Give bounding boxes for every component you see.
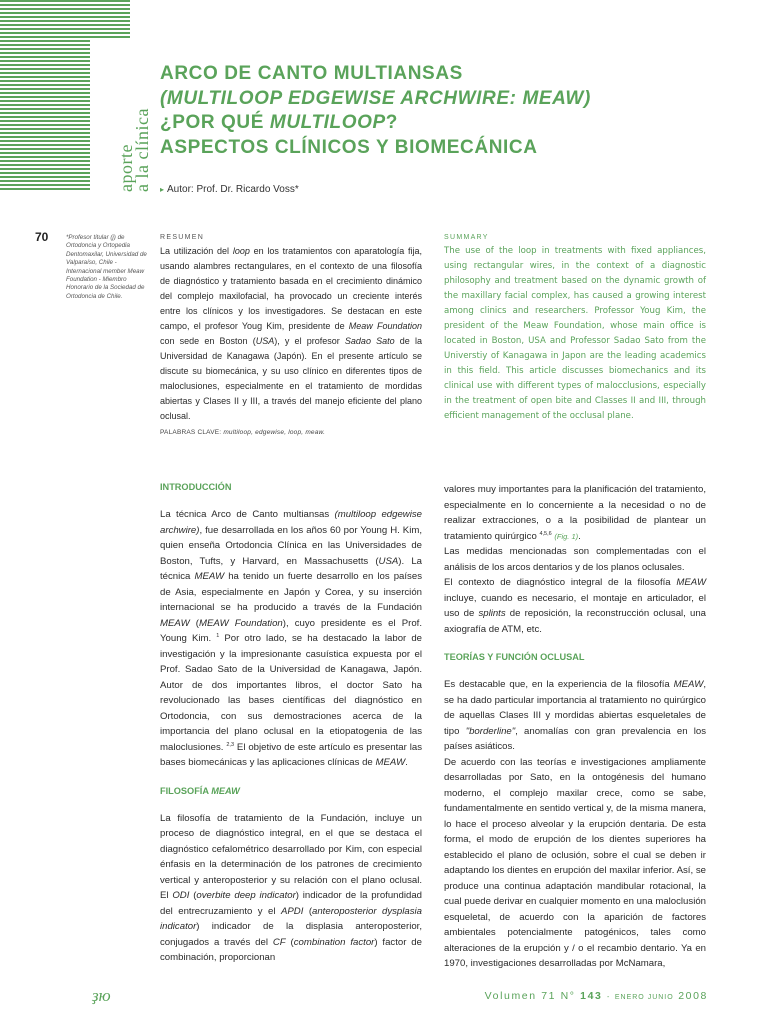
title-line-3-suffix: ? (385, 112, 399, 133)
title-line-3 (160, 111, 720, 136)
heading-filosofia (160, 786, 422, 796)
section-tab (90, 40, 152, 192)
footer-volume: Volumen 71 N° (484, 990, 576, 1002)
footer-issue (485, 990, 708, 1002)
summary-block (444, 234, 706, 424)
section-tab-line1: aporte (116, 144, 136, 192)
footer-year: 2008 (678, 990, 708, 1002)
author-affiliation: *Profesor titular (j) de Ortodoncia y Ortopedia Dentomaxilar, Universidad de Valparaíso, Chile - Internacional member Meaw Foundation - Miembro Honorario de la Sociedad de Ortodoncia de Chile. (66, 234, 147, 300)
continuation-paragraph: valores muy importantes para la planificación del tratamiento, especialmente en lo concerniente a la necesidad o no de realizar extracciones, o a la posibilidad de plantear un tratamiento quirúrgico $^{4,5,6}$ (Fig. 1). (444, 484, 706, 542)
footer-period: ENERO JUNIO (614, 994, 674, 1001)
title-line-2: (MULTILOOP EDGEWISE ARCHWIRE: MEAW) (160, 87, 591, 109)
heading-filosofia-italic: MEAW (211, 785, 240, 796)
heading-filosofia-prefix: FILOSOFÍA (160, 785, 212, 796)
author-name: Autor: Prof. Dr. Ricardo Voss* (167, 184, 299, 195)
title-line-4: ASPECTOS CLÍNICOS Y BIOMECÁNICA (160, 136, 538, 158)
journal-logo: ҙю (92, 986, 111, 1005)
heading-teorias: TEORÍAS Y FUNCIÓN OCLUSAL (444, 652, 585, 662)
teorias-paragraph-1: Es destacable que, en la experiencia de la filosofía MEAW, se ha dado particular importancia al tratamiento no quirúrgico de aquellas Clases III y mordidas abiertas esqueletales de tipo "borderline", anomalías con gran prevalencia en los países asiáticos. (444, 679, 707, 752)
resumen-label: RESUMEN (160, 234, 205, 241)
section-tab-text (118, 108, 150, 192)
arrow-icon: ▸ (160, 185, 165, 194)
author-line (160, 184, 299, 195)
resumen-block (160, 234, 422, 436)
resumen-text: La utilización del loop en los tratamientos con aparatología fija, usando alambres rectangulares, en el contexto de una filosofía de diagnóstico y tratamiento basada en el crecimiento dinámico del complejo maxilofacial, ha provocado un creciente interés entre los clínicos y los investigadores. Se destacan en este campo, el profesor Youg Kim, presidente de Meaw Foundation con sede en Boston (USA), y el profesor Sadao Sato de la Universidad de Kanagawa (Japón). En el presente artículo se discute su biomecánica, y su uso clínico en diferentes tipos de maloclusiones, especialmente en el tratamiento de mordidas abiertas y Clases II y III, a través del manejo eficiente del plano oclusal. (160, 246, 423, 421)
intro-paragraph: La técnica Arco de Canto multiansas (multiloop edgewise archwire), fue desarrollada en los años 60 por Young H. Kim, quien enseña Ortodoncia Clínica en las Universidades de Boston, Tufts, y Harvard, en Massachusetts (USA). La técnica MEAW ha tenido un fuerte desarrollo en los países de Asia, especialmente en Japón y Corea, y su inserción internacional se ha producido a través de la Fundación MEAW (MEAW Foundation), cuyo presidente es el Prof. Young Kim. $^1$ Por otro lado, se ha destacado la labor de investigación y la impresionante casuística expuesta por el Prof. Sadao Sato de la Universidad de Kanagawa, Japón. Autor de dos importantes libros, el doctor Sato ha revolucionado las bases científicas del diagnóstico en Ortodoncia, con sus demostraciones acerca de la importancia del plano oclusal en la etiopatogenia de las maloclusiones. $^{2,3}$ El objetivo de este artículo es presentar las bases biomecánicas y las aplicaciones clínicas de MEAW. (160, 509, 422, 768)
body-column-left (160, 482, 422, 966)
heading-introduccion: INTRODUCCIÓN (160, 482, 232, 492)
title-line-3-italic: MULTILOOP (269, 112, 386, 133)
teorias-paragraph-2: De acuerdo con las teorías e investigaciones ampliamente desarrolladas por Sato, en la ontogénesis del humano moderno, el complejo maxilar crece, como se sabe, fundamentalmente en sentido vertical y, de la misma manera, lo hace el proceso alveolar y la erupción dentaria. De esta forma, el modo de erupción de los dientes superiores ha establecido el plano de oclusión, sobre el cual se deben ir adaptando los dientes en erupción del maxilar inferior. Así, se produce una continua adaptación mandibular rotacional, la cual puede derivar en cualquier momento en una maloclusión esqueletal, de acuerdo con la aparición de factores ambientales potencialmente patogénicos, tales como alteraciones de la erupción y / o el recambio dentario. Ya en 1970, investigaciones desarrolladas por McNamara, (444, 756, 706, 969)
footer-number: 143 (580, 990, 603, 1002)
filosofia-paragraph: La filosofía de tratamiento de la Fundación, incluye un proceso de diagnóstico integral, en el que se destaca el diagnóstico cefalométrico desarrollado por Kim, con especial énfasis en la determinación de los patrones de crecimiento vertical y anteroposterior y su relación con el plano oclusal. El ODI (overbite deep indicator) indicador de la profundidad del entrecruzamiento y el APDI (anteroposterior dysplasia indicator) indicador de la displasia anteroposterior, conjugados a través del CF (combination factor) factor de combinación, proporcionan (160, 812, 422, 963)
keywords (160, 429, 422, 436)
page-number: 70 (35, 230, 49, 244)
measures-paragraph: Las medidas mencionadas son complementadas con el análisis de los arcos dentarios y de los planos oclusales. (444, 546, 706, 573)
keywords-label: PALABRAS CLAVE: (160, 429, 222, 436)
summary-text: The use of the loop in treatments with fixed appliances, using rectangular wires, in the context of a diagnostic philosophy and treatment based on the dynamic growth of the maxillary facial complex, has caused a growing interest among clinics and researchers. Professor Youg Kim, the president of the Meaw Foundation, whose main office is located in Boston, USA and Professor Sadao Sato from the Universtiy of Kanagawa in Japon are the leading academics in this field. This article discusses biomechanics and its clinical use with different types of malocclusions, especially in the treatment of open bite and Classes II and III, through efficient management of the occlusal plane. (444, 246, 706, 421)
context-paragraph: El contexto de diagnóstico integral de la filosofía MEAW incluye, cuando es necesario, el montaje en articulador, el uso de splints de reposición, la reconstrucción oclusal, una axiografía de ATM, etc. (444, 577, 706, 635)
title-line-1: ARCO DE CANTO MULTIANSAS (160, 63, 463, 84)
summary-label: SUMMARY (444, 234, 489, 241)
article-title (160, 62, 720, 160)
keywords-list: multiloop, edgewise, loop, meaw. (223, 429, 326, 436)
title-line-3-prefix: ¿POR QUÉ (160, 112, 270, 133)
body-column-right (444, 482, 706, 972)
footer-separator: - (606, 994, 611, 1001)
section-tab-line2: a la clínica (132, 108, 152, 192)
